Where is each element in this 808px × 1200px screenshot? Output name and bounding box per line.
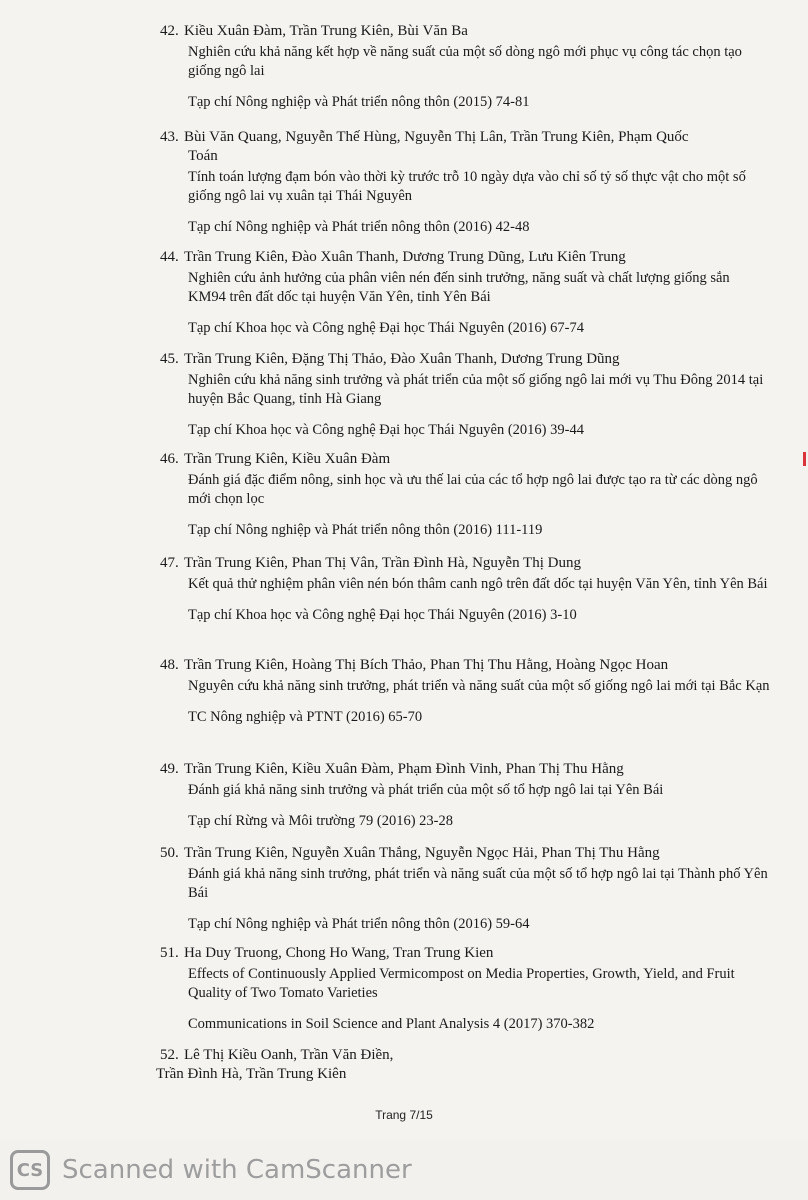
entry-title: Nghiên cứu ảnh hưởng của phân viên nén đến sinh trưởng, năng suất và chất lượng giống sắn KM94 trên đất dốc tại huyện Văn Yên, tỉnh Yên Bái: [188, 270, 730, 305]
entry-authors-continued: Toán: [188, 148, 218, 164]
entry-authors-continued: Trần Đình Hà, Trần Trung Kiên: [156, 1066, 347, 1082]
publication-entry-52: [156, 1046, 770, 1084]
publication-entry-50: [160, 844, 770, 934]
entry-title: Nghiên cứu khả năng kết hợp về năng suất của một số dòng ngô mới phục vụ công tác chọn tạo giống ngô lai: [188, 44, 742, 79]
entry-authors: Ha Duy Truong, Chong Ho Wang, Tran Trung Kien: [184, 945, 494, 961]
entry-source: Tạp chí Khoa học và Công nghệ Đại học Thái Nguyên (2016) 3-10: [188, 607, 577, 623]
entry-title: Đánh giá đặc điểm nông, sinh học và ưu thế lai của các tổ hợp ngô lai được tạo ra từ các dòng ngô mới chọn lọc: [188, 472, 758, 507]
entry-title: Tính toán lượng đạm bón vào thời kỳ trước trỗ 10 ngày dựa vào chỉ số tỷ số thực vật cho một số giống ngô lai vụ xuân tại Thái Nguyên: [188, 169, 746, 204]
entry-number: 43.: [160, 129, 179, 145]
entry-number: 42.: [160, 23, 179, 39]
entry-source: Tạp chí Khoa học và Công nghệ Đại học Thái Nguyên (2016) 67-74: [188, 320, 584, 336]
entry-source: Tạp chí Nông nghiệp và Phát triển nông thôn (2015) 74-81: [188, 94, 530, 110]
publication-entry-44: [160, 248, 770, 338]
entry-number: 48.: [160, 657, 179, 673]
entry-number: 50.: [160, 845, 179, 861]
entry-authors: Kiều Xuân Đàm, Trần Trung Kiên, Bùi Văn Ba: [184, 23, 468, 39]
camscanner-text: Scanned with CamScanner: [62, 1155, 412, 1185]
publication-entry-49: [160, 760, 770, 831]
entry-source: Tạp chí Rừng và Môi trường 79 (2016) 23-28: [188, 813, 454, 829]
entry-title: Nguyên cứu khả năng sinh trưởng, phát triển và năng suất của một số giống ngô lai mới tại Bắc Kạn: [188, 678, 770, 694]
entry-number: 52.: [160, 1047, 179, 1063]
entry-authors: Bùi Văn Quang, Nguyễn Thế Hùng, Nguyễn Thị Lân, Trần Trung Kiên, Phạm Quốc: [184, 129, 689, 145]
entry-source: Tạp chí Nông nghiệp và Phát triển nông thôn (2016) 111-119: [188, 522, 543, 538]
entry-source: Tạp chí Nông nghiệp và Phát triển nông thôn (2016) 59-64: [188, 916, 530, 932]
page-number: Trang 7/15: [375, 1108, 433, 1122]
publication-entry-43: [160, 128, 770, 237]
entry-title: Effects of Continuously Applied Vermicompost on Media Properties, Growth, Yield, and Fruit Quality of Two Tomato Varieties: [188, 966, 735, 1001]
entry-source: Tạp chí Khoa học và Công nghệ Đại học Thái Nguyên (2016) 39-44: [188, 422, 584, 438]
publication-entry-47: [160, 554, 770, 625]
publication-entry-45: [160, 350, 770, 440]
publication-entry-46: [160, 450, 770, 540]
entry-number: 44.: [160, 249, 179, 265]
entry-authors: Trần Trung Kiên, Đào Xuân Thanh, Dương Trung Dũng, Lưu Kiên Trung: [184, 249, 626, 265]
entry-number: 47.: [160, 555, 179, 571]
entry-authors: Trần Trung Kiên, Kiều Xuân Đàm: [184, 451, 391, 467]
entry-source: Tạp chí Nông nghiệp và Phát triển nông thôn (2016) 42-48: [188, 219, 530, 235]
entry-source: Communications in Soil Science and Plant Analysis 4 (2017) 370-382: [188, 1016, 595, 1032]
entry-authors: Trần Trung Kiên, Nguyễn Xuân Thắng, Nguyễn Ngọc Hải, Phan Thị Thu Hằng: [184, 845, 660, 861]
entry-authors: Trần Trung Kiên, Kiều Xuân Đàm, Phạm Đình Vinh, Phan Thị Thu Hằng: [184, 761, 624, 777]
camscanner-logo-icon: CS: [10, 1150, 50, 1190]
entry-title: Nghiên cứu khả năng sinh trưởng và phát triển của một số giống ngô lai mới vụ Thu Đông 2014 tại huyện Bắc Quang, tỉnh Hà Giang: [188, 372, 764, 407]
publication-entry-42: [160, 22, 770, 112]
entry-source: TC Nông nghiệp và PTNT (2016) 65-70: [188, 709, 423, 725]
entry-title: Kết quả thử nghiệm phân viên nén bón thâm canh ngô trên đất dốc tại huyện Văn Yên, tỉnh Yên Bái: [188, 576, 768, 592]
entry-title: Đánh giá khả năng sinh trưởng, phát triển và năng suất của một số tổ hợp ngô lai tại Thành phố Yên Bái: [188, 866, 768, 901]
entry-authors: Trần Trung Kiên, Phan Thị Vân, Trần Đình Hà, Nguyễn Thị Dung: [184, 555, 581, 571]
entry-authors: Trần Trung Kiên, Hoàng Thị Bích Thảo, Phan Thị Thu Hằng, Hoàng Ngọc Hoan: [184, 657, 669, 673]
entry-number: 46.: [160, 451, 179, 467]
entry-title: Đánh giá khả năng sinh trưởng và phát triển của một số tổ hợp ngô lai tại Yên Bái: [188, 782, 664, 798]
entry-authors: Lê Thị Kiều Oanh, Trần Văn Điền,: [184, 1047, 394, 1063]
publication-entry-48: [160, 656, 770, 727]
entry-number: 45.: [160, 351, 179, 367]
scan-edge-mark: [803, 452, 806, 466]
entry-number: 49.: [160, 761, 179, 777]
camscanner-banner: [0, 1140, 808, 1200]
publication-entry-51: [160, 944, 770, 1034]
entry-number: 51.: [160, 945, 179, 961]
entry-authors: Trần Trung Kiên, Đặng Thị Thảo, Đào Xuân Thanh, Dương Trung Dũng: [184, 351, 620, 367]
